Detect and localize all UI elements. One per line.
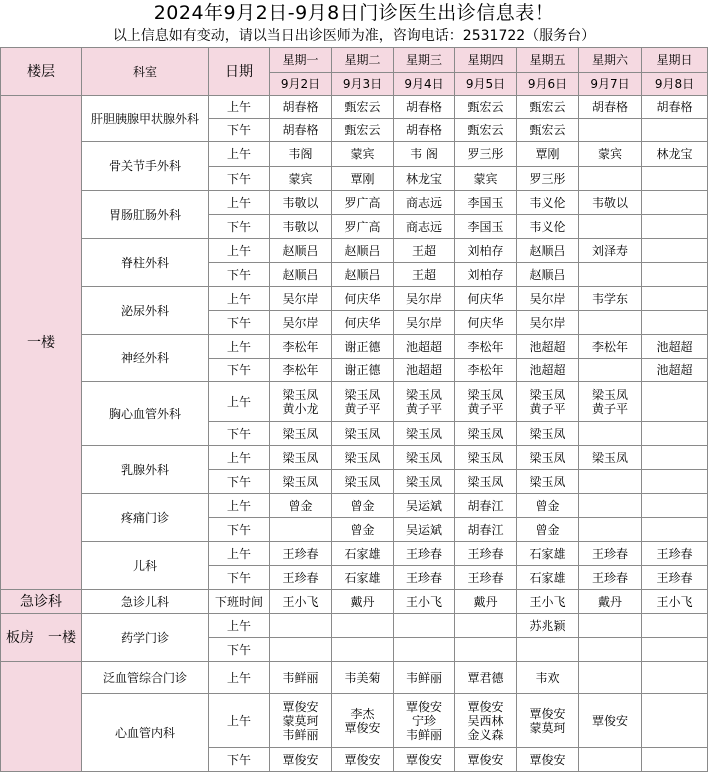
table-row	[1, 590, 708, 614]
doctor-cell: 梁玉凤	[579, 446, 642, 470]
doctor-cell: 蒙宾	[579, 142, 642, 167]
doctor-cell: 覃刚	[517, 142, 579, 167]
doctor-cell: 吴尔岸	[270, 311, 332, 335]
doctor-name: 黄子平	[467, 401, 504, 416]
table-row	[1, 494, 708, 518]
department-name: 脊柱外科	[82, 239, 209, 287]
table-row	[1, 142, 708, 167]
floor-cell: 急诊科	[1, 590, 82, 614]
period-cell: 上午	[209, 96, 270, 119]
doctor-cell	[332, 614, 394, 638]
doctor-cell	[579, 422, 642, 446]
header-date: 日期	[209, 48, 270, 96]
doctor-cell	[579, 359, 642, 382]
floor-cell: 一楼	[1, 96, 82, 590]
doctor-name: 宁珍	[411, 713, 436, 728]
period-cell: 上午	[209, 382, 270, 422]
department-name: 胃肠肛肠外科	[82, 191, 209, 239]
period-cell: 上午	[209, 335, 270, 359]
doctor-cell	[332, 638, 394, 662]
doctor-name: 覃俊安	[529, 706, 566, 721]
doctor-cell	[579, 494, 642, 518]
doctor-cell: 林龙宝	[394, 167, 455, 191]
doctor-name: 韦鲜丽	[405, 727, 442, 742]
doctor-cell: 胡春格	[270, 119, 332, 142]
doctor-cell	[642, 422, 708, 446]
doctor-cell: 何庆华	[332, 287, 394, 311]
doctor-cell: 覃俊安	[394, 748, 455, 772]
doctor-cell: 李松年	[455, 359, 517, 382]
header-department: 科室	[82, 48, 209, 96]
doctor-cell	[270, 638, 332, 662]
doctor-cell: 覃俊安	[579, 694, 642, 748]
doctor-cell: 韦鲜丽	[270, 662, 332, 694]
doctor-cell: 刘柏存	[455, 239, 517, 263]
doctor-cell: 韦敬以	[579, 191, 642, 215]
doctor-cell: 刘泽寿	[579, 239, 642, 263]
doctor-name: 黄子平	[344, 401, 381, 416]
doctor-cell: 戴丹	[332, 590, 394, 614]
doctor-cell: 梁玉凤	[455, 470, 517, 494]
floor-cell: 板房 一楼	[1, 614, 82, 662]
doctor-cell: 王小飞	[517, 590, 579, 614]
doctor-cell: 曾金	[332, 518, 394, 542]
doctor-cell	[332, 694, 394, 748]
doctor-cell: 池超超	[394, 359, 455, 382]
doctor-cell	[579, 215, 642, 239]
period-cell: 下午	[209, 311, 270, 335]
doctor-cell: 罗广高	[332, 215, 394, 239]
header-floor: 楼层	[1, 48, 82, 96]
doctor-cell: 韦学东	[579, 287, 642, 311]
doctor-cell: 王珍春	[270, 566, 332, 590]
doctor-cell	[642, 119, 708, 142]
doctor-cell	[642, 446, 708, 470]
doctor-cell	[517, 638, 579, 662]
doctor-cell: 梁玉凤	[517, 422, 579, 446]
period-cell: 下午	[209, 215, 270, 239]
doctor-cell: 梁玉凤	[394, 470, 455, 494]
period-cell: 上午	[209, 287, 270, 311]
doctor-cell	[270, 518, 332, 542]
table-row	[1, 614, 708, 638]
doctor-name: 黄小龙	[282, 401, 319, 416]
doctor-cell	[517, 694, 579, 748]
doctor-cell	[642, 382, 708, 422]
doctor-cell: 李松年	[579, 335, 642, 359]
header-date-cell: 9月7日	[579, 73, 642, 96]
period-cell: 下午	[209, 359, 270, 382]
doctor-cell	[394, 614, 455, 638]
doctor-cell: 吴尔岸	[394, 287, 455, 311]
doctor-cell: 石家雄	[332, 566, 394, 590]
doctor-cell: 何庆华	[455, 311, 517, 335]
header-weekday: 星期五	[517, 48, 579, 73]
doctor-cell: 何庆华	[332, 311, 394, 335]
doctor-cell: 池超超	[394, 335, 455, 359]
doctor-cell	[579, 382, 642, 422]
doctor-cell	[270, 382, 332, 422]
doctor-cell: 吴尔岸	[517, 287, 579, 311]
department-name: 乳腺外科	[82, 446, 209, 494]
doctor-cell	[642, 191, 708, 215]
doctor-cell: 罗三彤	[517, 167, 579, 191]
table-row	[1, 287, 708, 311]
doctor-cell: 梁玉凤	[394, 446, 455, 470]
doctor-cell	[642, 167, 708, 191]
doctor-cell: 胡春格	[642, 96, 708, 119]
doctor-cell: 何庆华	[455, 287, 517, 311]
doctor-cell: 李松年	[270, 359, 332, 382]
doctor-cell: 罗三彤	[455, 142, 517, 167]
doctor-cell	[642, 748, 708, 772]
doctor-cell: 吴运斌	[394, 494, 455, 518]
doctor-cell: 曾金	[270, 494, 332, 518]
doctor-cell	[642, 239, 708, 263]
doctor-cell	[642, 638, 708, 662]
doctor-cell: 王珍春	[579, 542, 642, 566]
doctor-cell: 韦义伦	[517, 191, 579, 215]
doctor-cell	[455, 614, 517, 638]
doctor-cell	[270, 614, 332, 638]
doctor-cell: 梁玉凤	[517, 470, 579, 494]
doctor-cell	[642, 662, 708, 694]
doctor-cell: 戴丹	[455, 590, 517, 614]
doctor-cell: 赵顺吕	[270, 239, 332, 263]
doctor-cell: 石家雄	[517, 542, 579, 566]
doctor-cell: 王珍春	[270, 542, 332, 566]
doctor-cell: 韦美菊	[332, 662, 394, 694]
doctor-cell: 覃俊安	[332, 748, 394, 772]
doctor-cell	[332, 382, 394, 422]
doctor-cell	[642, 518, 708, 542]
doctor-cell: 韦敬以	[270, 215, 332, 239]
header-weekday: 星期二	[332, 48, 394, 73]
table-row	[1, 662, 708, 694]
doctor-cell	[579, 614, 642, 638]
doctor-cell: 赵顺吕	[332, 263, 394, 287]
doctor-name: 黄子平	[591, 401, 628, 416]
doctor-cell: 李国玉	[455, 215, 517, 239]
doctor-cell: 苏兆颖	[517, 614, 579, 638]
doctor-cell	[579, 263, 642, 287]
period-cell: 下午	[209, 422, 270, 446]
department-name: 泌尿外科	[82, 287, 209, 335]
doctor-cell	[455, 638, 517, 662]
doctor-cell: 王珍春	[394, 542, 455, 566]
doctor-cell: 韦义伦	[517, 215, 579, 239]
doctor-cell: 商志远	[394, 191, 455, 215]
doctor-cell: 梁玉凤	[517, 446, 579, 470]
doctor-cell: 戴丹	[579, 590, 642, 614]
doctor-name: 梁玉凤	[282, 387, 319, 402]
doctor-name: 韦鲜丽	[282, 727, 319, 742]
header-date-cell: 9月2日	[270, 73, 332, 96]
schedule-table	[0, 47, 708, 772]
period-cell: 上午	[209, 542, 270, 566]
floor-cell	[1, 662, 82, 772]
department-name: 疼痛门诊	[82, 494, 209, 542]
table-row	[1, 335, 708, 359]
doctor-cell	[579, 470, 642, 494]
doctor-cell	[394, 382, 455, 422]
doctor-cell: 甄宏云	[517, 96, 579, 119]
doctor-cell: 石家雄	[332, 542, 394, 566]
doctor-cell: 池超超	[642, 359, 708, 382]
doctor-cell: 李松年	[455, 335, 517, 359]
doctor-cell: 王超	[394, 263, 455, 287]
doctor-cell: 覃俊安	[517, 748, 579, 772]
doctor-cell	[642, 614, 708, 638]
period-cell: 上午	[209, 239, 270, 263]
period-cell: 上午	[209, 694, 270, 748]
doctor-cell: 覃俊安	[270, 748, 332, 772]
doctor-name: 梁玉凤	[591, 387, 628, 402]
doctor-name: 梁玉凤	[467, 387, 504, 402]
doctor-cell: 曾金	[517, 518, 579, 542]
doctor-cell	[579, 748, 642, 772]
doctor-cell: 梁玉凤	[394, 422, 455, 446]
doctor-cell: 王珍春	[642, 542, 708, 566]
doctor-cell: 胡春格	[394, 119, 455, 142]
doctor-cell: 李松年	[270, 335, 332, 359]
doctor-cell	[455, 382, 517, 422]
doctor-cell: 甄宏云	[455, 96, 517, 119]
department-name: 骨关节手外科	[82, 142, 209, 191]
doctor-cell: 谢正德	[332, 335, 394, 359]
header-weekday: 星期一	[270, 48, 332, 73]
doctor-name: 覃俊安	[405, 699, 442, 714]
doctor-cell: 梁玉凤	[332, 422, 394, 446]
doctor-cell: 赵顺吕	[332, 239, 394, 263]
doctor-cell	[579, 119, 642, 142]
doctor-cell	[270, 694, 332, 748]
doctor-cell	[642, 311, 708, 335]
table-row	[1, 382, 708, 422]
doctor-cell: 梁玉凤	[455, 422, 517, 446]
department-name: 胸心血管外科	[82, 382, 209, 446]
header-date-cell: 9月6日	[517, 73, 579, 96]
doctor-cell: 梁玉凤	[332, 470, 394, 494]
header-date-cell: 9月4日	[394, 73, 455, 96]
doctor-cell: 甄宏云	[332, 96, 394, 119]
period-cell: 上午	[209, 494, 270, 518]
department-name: 药学门诊	[82, 614, 209, 662]
doctor-cell	[455, 694, 517, 748]
doctor-cell	[579, 167, 642, 191]
header-weekday: 星期四	[455, 48, 517, 73]
header-date-cell: 9月5日	[455, 73, 517, 96]
doctor-cell: 池超超	[517, 335, 579, 359]
doctor-cell: 王小飞	[394, 590, 455, 614]
doctor-cell: 王小飞	[270, 590, 332, 614]
doctor-name: 覃俊安	[467, 699, 504, 714]
doctor-cell	[579, 638, 642, 662]
table-row	[1, 191, 708, 215]
doctor-name: 覃俊安	[344, 720, 381, 735]
doctor-cell	[642, 470, 708, 494]
doctor-cell: 韦 阁	[394, 142, 455, 167]
doctor-cell: 韦鲜丽	[394, 662, 455, 694]
period-cell: 上午	[209, 614, 270, 638]
doctor-cell: 池超超	[642, 335, 708, 359]
doctor-cell: 赵顺吕	[517, 239, 579, 263]
doctor-name: 黄子平	[529, 401, 566, 416]
header-date-cell: 9月8日	[642, 73, 708, 96]
doctor-cell: 胡春格	[394, 96, 455, 119]
table-row	[1, 446, 708, 470]
table-row	[1, 96, 708, 119]
doctor-cell: 吴尔岸	[270, 287, 332, 311]
doctor-cell: 王超	[394, 239, 455, 263]
period-cell: 下午	[209, 638, 270, 662]
doctor-cell: 罗广高	[332, 191, 394, 215]
doctor-cell: 王珍春	[394, 566, 455, 590]
doctor-cell	[517, 382, 579, 422]
doctor-cell: 曾金	[517, 494, 579, 518]
doctor-cell: 胡春格	[579, 96, 642, 119]
doctor-cell	[642, 494, 708, 518]
doctor-cell: 覃刚	[332, 167, 394, 191]
page-title: 2024年9月2日-9月8日门诊医生出诊信息表！	[153, 2, 555, 24]
period-cell: 上午	[209, 446, 270, 470]
doctor-cell: 赵顺吕	[270, 263, 332, 287]
doctor-name: 梁玉凤	[529, 387, 566, 402]
doctor-cell	[642, 694, 708, 748]
doctor-cell: 甄宏云	[517, 119, 579, 142]
doctor-cell	[394, 638, 455, 662]
doctor-cell: 梁玉凤	[270, 422, 332, 446]
doctor-cell: 胡春江	[455, 518, 517, 542]
doctor-name: 金义森	[467, 727, 504, 742]
header-weekday: 星期日	[642, 48, 708, 73]
doctor-name: 吴西林	[467, 713, 504, 728]
doctor-cell: 覃君德	[455, 662, 517, 694]
notice-subtitle: 以上信息如有变动，请以当日出诊医师为准，咨询电话：2531722（服务台）	[112, 28, 596, 44]
department-name: 心血管内科	[82, 694, 209, 772]
doctor-name: 蒙莫珂	[529, 720, 566, 735]
period-cell: 下午	[209, 518, 270, 542]
doctor-cell: 商志远	[394, 215, 455, 239]
doctor-cell: 覃俊安	[455, 748, 517, 772]
table-row	[1, 542, 708, 566]
header-date-cell: 9月3日	[332, 73, 394, 96]
doctor-cell	[579, 311, 642, 335]
doctor-cell	[642, 215, 708, 239]
department-name: 泛血管综合门诊	[82, 662, 209, 694]
doctor-name: 梁玉凤	[405, 387, 442, 402]
doctor-name: 李杰	[350, 706, 375, 721]
department-name: 肝胆胰腺甲状腺外科	[82, 96, 209, 142]
department-name: 急诊儿科	[82, 590, 209, 614]
doctor-cell: 王小飞	[642, 590, 708, 614]
doctor-cell: 刘柏存	[455, 263, 517, 287]
period-cell: 上午	[209, 191, 270, 215]
period-cell: 上午	[209, 662, 270, 694]
doctor-cell: 韦阁	[270, 142, 332, 167]
period-cell: 下午	[209, 119, 270, 142]
doctor-cell: 池超超	[517, 359, 579, 382]
doctor-cell: 梁玉凤	[455, 446, 517, 470]
table-row	[1, 239, 708, 263]
doctor-cell: 吴尔岸	[394, 311, 455, 335]
doctor-cell: 王珍春	[455, 566, 517, 590]
period-cell: 下午	[209, 566, 270, 590]
doctor-cell: 李国玉	[455, 191, 517, 215]
department-name: 神经外科	[82, 335, 209, 382]
doctor-cell: 梁玉凤	[332, 446, 394, 470]
doctor-cell	[394, 694, 455, 748]
doctor-cell: 石家雄	[517, 566, 579, 590]
doctor-cell: 蒙宾	[455, 167, 517, 191]
doctor-cell: 曾金	[332, 494, 394, 518]
table-row	[1, 694, 708, 748]
doctor-cell: 甄宏云	[455, 119, 517, 142]
doctor-cell: 吴运斌	[394, 518, 455, 542]
header-weekday: 星期六	[579, 48, 642, 73]
doctor-cell: 谢正德	[332, 359, 394, 382]
doctor-cell: 王珍春	[455, 542, 517, 566]
doctor-cell	[579, 518, 642, 542]
doctor-name: 黄子平	[405, 401, 442, 416]
period-cell: 下班时间	[209, 590, 270, 614]
header-weekday: 星期三	[394, 48, 455, 73]
doctor-cell	[579, 662, 642, 694]
doctor-cell: 蒙宾	[332, 142, 394, 167]
doctor-cell: 赵顺吕	[517, 263, 579, 287]
doctor-cell: 蒙宾	[270, 167, 332, 191]
doctor-cell	[642, 287, 708, 311]
doctor-name: 覃俊安	[282, 699, 319, 714]
doctor-cell: 王珍春	[642, 566, 708, 590]
doctor-cell: 韦欢	[517, 662, 579, 694]
doctor-cell: 韦敬以	[270, 191, 332, 215]
doctor-cell: 林龙宝	[642, 142, 708, 167]
doctor-cell: 吴尔岸	[517, 311, 579, 335]
period-cell: 下午	[209, 470, 270, 494]
doctor-name: 蒙莫珂	[282, 713, 319, 728]
doctor-cell: 梁玉凤	[270, 446, 332, 470]
period-cell: 下午	[209, 748, 270, 772]
period-cell: 下午	[209, 167, 270, 191]
department-name: 儿科	[82, 542, 209, 590]
doctor-cell: 梁玉凤	[270, 470, 332, 494]
period-cell: 下午	[209, 263, 270, 287]
doctor-cell: 胡春格	[270, 96, 332, 119]
period-cell: 上午	[209, 142, 270, 167]
doctor-name: 梁玉凤	[344, 387, 381, 402]
doctor-cell: 王珍春	[579, 566, 642, 590]
doctor-cell: 胡春江	[455, 494, 517, 518]
doctor-cell: 甄宏云	[332, 119, 394, 142]
doctor-cell	[642, 263, 708, 287]
